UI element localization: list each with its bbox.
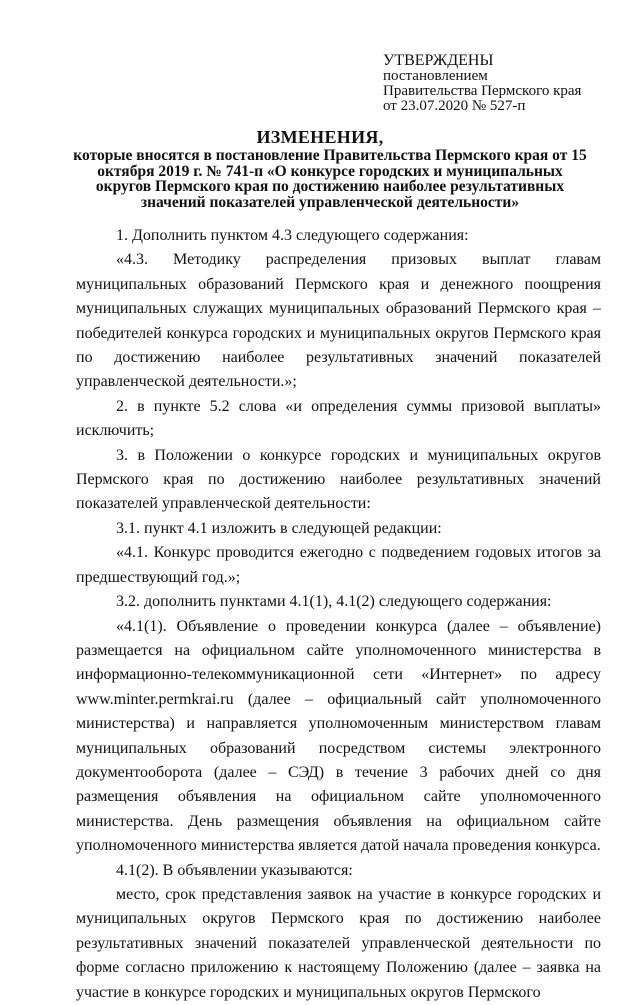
paragraph: место, срок представления заявок на участие в конкурсе городских и муниципальных округов Пермского края по достижению наиболее результативных значений показателей управленческой деятельности по форме согласно приложению к настоящему Положению (далее – заявка на участие в конкурсе городских и муниципальных округов Пермского (76, 885, 601, 1001)
approved-date-number-line: от 23.07.2020 № 527-п (383, 98, 526, 114)
approved-by-line: постановлением (383, 68, 488, 84)
paragraph: «4.1. Конкурс проводится ежегодно с подведением годовых итогов за предшествующий год.»; (76, 544, 601, 586)
approval-stamp (383, 52, 623, 114)
approved-authority-line: Правительства Пермского края (383, 83, 582, 99)
paragraph: 1. Дополнить пунктом 4.3 следующего содержания: (116, 227, 469, 244)
paragraph: 3. в Положении о конкурсе городских и муниципальных округов Пермского края по достижению наиболее результативных значений показателей управленческой деятельности: (76, 446, 601, 513)
paragraph: 2. в пункте 5.2 слова «и определения суммы призовой выплаты» исключить; (76, 397, 601, 440)
paragraph: 3.1. пункт 4.1 изложить в следующей редакции: (116, 519, 442, 537)
paragraph: «4.1(1). Объявление о проведении конкурса (далее – объявление) размещается на официальном сайте уполномоченного министерства в информационно-телекоммуникационной сети «Интернет» по адресу www.minter.permkrai.ru (далее – официальный сайт уполномоченного министерства) и направляется уполномоченным министерством главам муниципальных образований посредством системы электронного документооборота (далее – СЭД) в течение 3 рабочих дней со дня размещения объявления на официальном сайте уполномоченного министерства. День размещения объявления на официальном сайте уполномоченного министерства является датой начала проведения конкурса. (76, 617, 601, 855)
document-subtitle: которые вносятся в постановление Правительства Пермского края от 15 октября 2019 г. № 741-п «О конкурсе городских и муниципальных округов Пермского края по достижению наиболее результативных значений показателей управленческой деятельности» (73, 147, 587, 211)
document-body (76, 224, 601, 1005)
paragraph: «4.3. Методику распределения призовых выплат главам муниципальных образований Пермского края и денежного поощрения муниципальных служащих муниципальных образований Пермского края – победителей конкурса городских и муниципальных округов Пермского края по достижению наиболее результативных значений показателей управленческой деятельности.»; (76, 251, 601, 391)
document-title: ИЗМЕНЕНИЯ, (256, 127, 384, 147)
paragraph: 3.2. дополнить пунктами 4.1(1), 4.1(2) следующего содержания: (116, 593, 552, 611)
paragraph: 4.1(2). В объявлении указываются: (116, 861, 353, 879)
approved-heading: УТВЕРЖДЕНЫ (383, 52, 494, 69)
